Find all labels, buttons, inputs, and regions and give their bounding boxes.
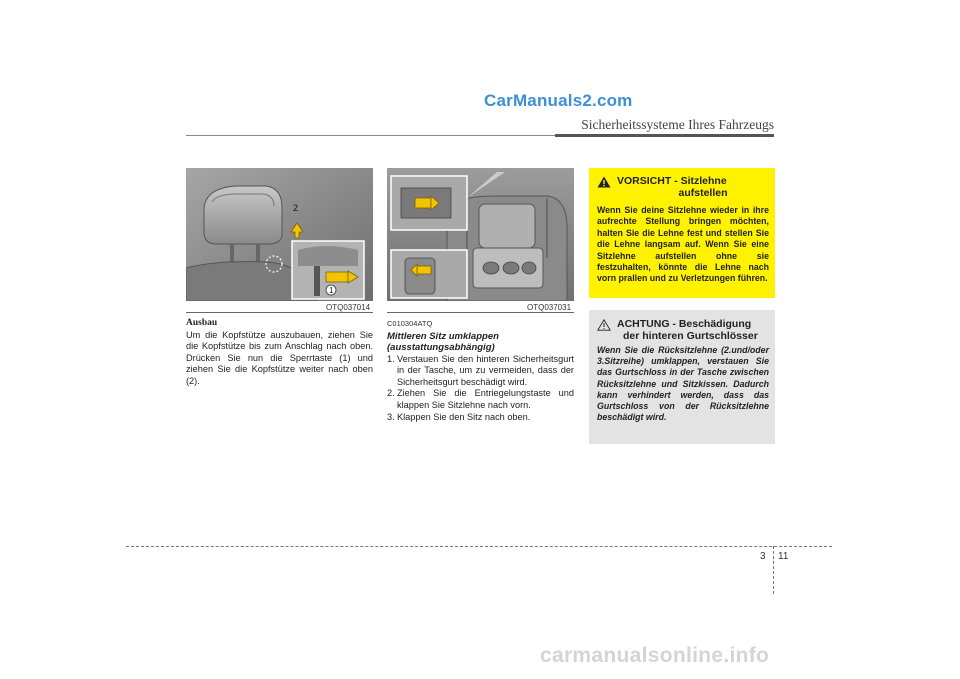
heading-line: (ausstattungsabhängig): [387, 341, 495, 353]
step-text: Ziehen Sie die Entriegelungstaste und klappen Sie Sitzlehne nach vorn.: [397, 388, 574, 410]
section-ausbau: [186, 318, 373, 388]
list-item: [387, 388, 574, 411]
watermark-carmanualsonline: carmanualsonline.info: [540, 644, 770, 667]
footer-rule: [126, 546, 832, 547]
label-2: 2: [293, 203, 299, 213]
figure-rule: [186, 312, 373, 313]
watermark-carmanuals2: CarManuals2.com: [484, 91, 633, 110]
attention-box: [589, 310, 775, 444]
list-item: [387, 354, 574, 389]
step-number: 1.: [387, 353, 395, 364]
figure-rule: [387, 312, 574, 313]
section-paragraph: Um die Kopfstütze auszubauen, ziehen Sie die Kopfstütze bis zum Anschlag nach oben. Drücken Sie nun die Sperrtaste (1) und ziehen Sie die Kopfstütze weiter nach oben (2).: [186, 329, 373, 386]
step-number: 3.: [387, 411, 395, 422]
warning-triangle-icon: [597, 176, 611, 188]
warning-triangle-outline-icon: [597, 319, 611, 331]
caution-subtitle: aufstellen: [678, 187, 728, 199]
figure-code: OTQ037031: [527, 303, 572, 312]
section-heading: [387, 331, 574, 353]
section-code: C010304ATQ: [387, 319, 433, 328]
headrest-removal-photo: [186, 168, 373, 301]
header-rule-accent: [555, 134, 774, 137]
caution-box: [589, 168, 775, 298]
footer-divider: [773, 546, 774, 594]
heading-line: Mittleren Sitz umklappen: [387, 330, 499, 342]
caution-title: VORSICHT - Sitzlehne: [617, 175, 727, 187]
chapter-number: 3: [760, 551, 766, 562]
caution-heading: [597, 175, 769, 199]
list-item: [387, 412, 574, 424]
page-number: 11: [778, 551, 789, 562]
attention-subtitle: der hinteren Gurtschlösser: [623, 330, 758, 342]
label-1: 1: [329, 286, 334, 295]
attention-heading: [597, 318, 769, 342]
section-center-seat: [387, 318, 574, 423]
steps-list: [387, 354, 574, 424]
center-seat-photo: [387, 168, 574, 301]
step-text: Klappen Sie den Sitz nach oben.: [397, 411, 531, 422]
chapter-title: Sicherheitssysteme Ihres Fahrzeugs: [581, 117, 774, 132]
section-heading: Ausbau: [186, 318, 218, 328]
figure-code: OTQ037014: [326, 303, 371, 312]
attention-text: Wenn Sie die Rücksitzlehne (2.und/oder 3.Sitzreihe) umklappen, verstauen Sie das Gurtschloss in der Tasche zwischen Rücksitzlehne und Sitzkissen. Dadurch kann verhindert werden, dass das Gurtschloss von der Rücksitzlehne beschädigt wird.: [597, 345, 769, 423]
caution-text: Wenn Sie deine Sitzlehne wieder in ihre aufrechte Stellung bringen möchten, halten Sie die Lehne fest und stellen Sie die Lehne langsam auf. Wenn Sie eine Sitzlehne aufstellen ohne sie festzuhalten, könnte die Lehne nach vorn prallen und zu Verletzungen führen.: [597, 205, 769, 284]
step-number: 2.: [387, 388, 395, 399]
step-text: Verstauen Sie den hinteren Sicherheitsgurt in der Tasche, um zu vermeiden, dass der Sicherheitsgurt beschädigt wird.: [397, 353, 574, 387]
attention-title: ACHTUNG - Beschädigung: [617, 318, 752, 330]
